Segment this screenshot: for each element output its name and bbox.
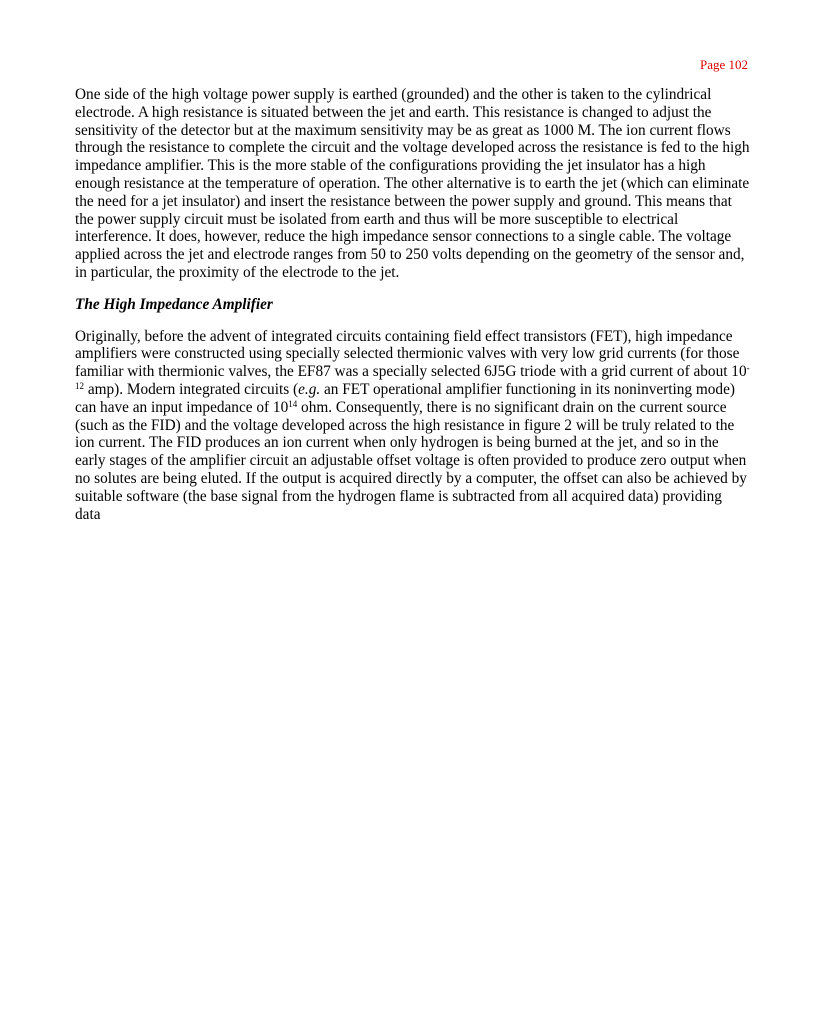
paragraph-power-supply: One side of the high voltage power supply is earthed (grounded) and the other is taken to the cylindrical electrode. A high resistance is situated between the jet and earth. This resistance is changed to adjust the sensitivity of the detector but at the maximum sensitivity may be as great as 1000 M. The ion current flows through the resistance to complete the circuit and the voltage developed across the resistance is fed to the high impedance amplifier. This is the more stable of the configurations providing the jet insulator has a high enough resistance at the temperature of operation. The other alternative is to earth the jet (which can eliminate the need for a jet insulator) and insert the resistance between the power supply and ground. This means that the power supply circuit must be isolated from earth and thus will be more susceptible to electrical interference. It does, however, reduce the high impedance sensor connections to a single cable. The voltage applied across the jet and electrode ranges from 50 to 250 volts depending on the geometry of the sensor and, in particular, the proximity of the electrode to the jet.	[75, 86, 750, 281]
exponent-grid-current: -12	[75, 363, 750, 391]
paragraph-amplifier	[75, 328, 751, 524]
italic-eg: e.g.	[298, 380, 321, 398]
exponent-impedance: 14	[288, 398, 298, 409]
section-heading: The High Impedance Amplifier	[75, 295, 273, 313]
paragraph-amplifier-text-4: ohm. Consequently, there is no significant drain on the current source (such as the FID) and the voltage developed across the high resistance in figure 2 will be truly related to the ion current. The FID produces an ion current when only hydrogen is being burned at the jet, and so in the early stages of the amplifier circuit an adjustable offset voltage is often provided to produce zero output when no solutes are being eluted. If the output is acquired directly by a computer, the offset can also be achieved by suitable software (the base signal from the hydrogen flame is subtracted from all acquired data) providing data	[75, 398, 747, 523]
paragraph-amplifier-text-1: Originally, before the advent of integrated circuits containing field effect transistors (FET), high impedance amplifiers were constructed using specially selected thermionic valves with very low grid currents (for those familiar with thermionic valves, the EF87 was a specially selected 6J5G triode with a grid current of about 10	[75, 327, 747, 381]
paragraph-amplifier-text-3: an FET operational amplifier functioning in its noninverting mode) can have an input impedance of 10	[75, 380, 735, 416]
paragraph-amplifier-text-2: amp). Modern integrated circuits (	[84, 380, 299, 398]
document-body	[75, 86, 751, 523]
page-number: Page 102	[699, 57, 748, 72]
